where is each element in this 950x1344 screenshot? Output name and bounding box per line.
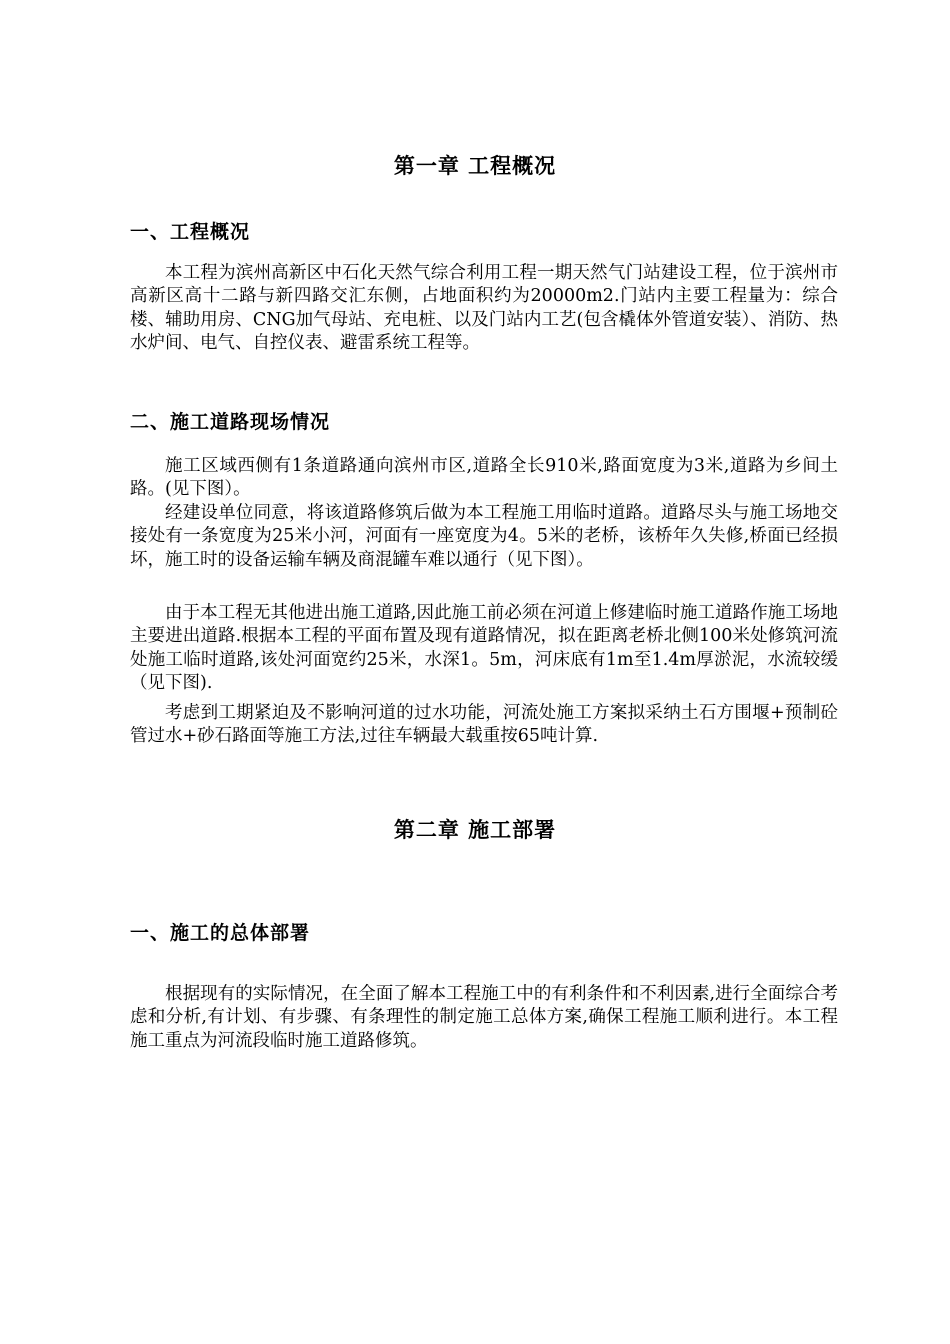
chapter-1-section-2-heading: 二、施工道路现场情况 — [130, 411, 331, 433]
chapter-2-section-1-heading: 一、施工的总体部署 — [130, 922, 311, 944]
chapter-1-section-2-paragraph-2: 经建设单位同意，将该道路修筑后做为本工程施工用临时道路。道路尽头与施工场地交接处有一条宽度为25米小河，河面有一座宽度为4。5米的老桥，该桥年久失修,桥面已经损坏，施工时的设备运输车辆及商混罐车难以通行（见下图）。 — [130, 503, 838, 570]
chapter-1-section-1-paragraph-1: 本工程为滨州高新区中石化天然气综合利用工程一期天然气门站建设工程，位于滨州市高新区高十二路与新四路交汇东侧，占地面积约为20000m2.门站内主要工程量为：综合楼、辅助用房、CNG加气母站、充电桩、以及门站内工艺(包含橇体外管道安装）、消防、热水炉间、电气、自控仪表、避雷系统工程等。 — [130, 263, 838, 353]
chapter-2-section-1-paragraph-1: 根据现有的实际情况，在全面了解本工程施工中的有利条件和不利因素,进行全面综合考虑和分析,有计划、有步骤、有条理性的制定施工总体方案,确保工程施工顺利进行。本工程施工重点为河流段临时施工道路修筑。 — [130, 984, 838, 1051]
chapter-1-section-2-paragraph-4: 考虑到工期紧迫及不影响河道的过水功能，河流处施工方案拟采纳土石方围堰+预制砼管过水+砂石路面等施工方法,过往车辆最大载重按65吨计算. — [130, 703, 838, 747]
chapter-1-section-2-paragraph-3: 由于本工程无其他进出施工道路,因此施工前必须在河道上修建临时施工道路作施工场地主要进出道路.根据本工程的平面布置及现有道路情况，拟在距离老桥北侧100米处修筑河流处施工临时道路,该处河面宽约25米，水深1。5m，河床底有1m至1.4m厚淤泥，水流较缓（见下图). — [130, 603, 838, 693]
chapter-1-section-2-paragraph-1: 施工区域西侧有1条道路通向滨州市区,道路全长910米,路面宽度为3米,道路为乡间土路。(见下图）。 — [130, 456, 838, 500]
chapter-1-title: 第一章 工程概况 — [393, 154, 557, 178]
chapter-1-section-1-heading: 一、工程概况 — [130, 221, 251, 243]
chapter-2-title: 第二章 施工部署 — [393, 818, 557, 842]
